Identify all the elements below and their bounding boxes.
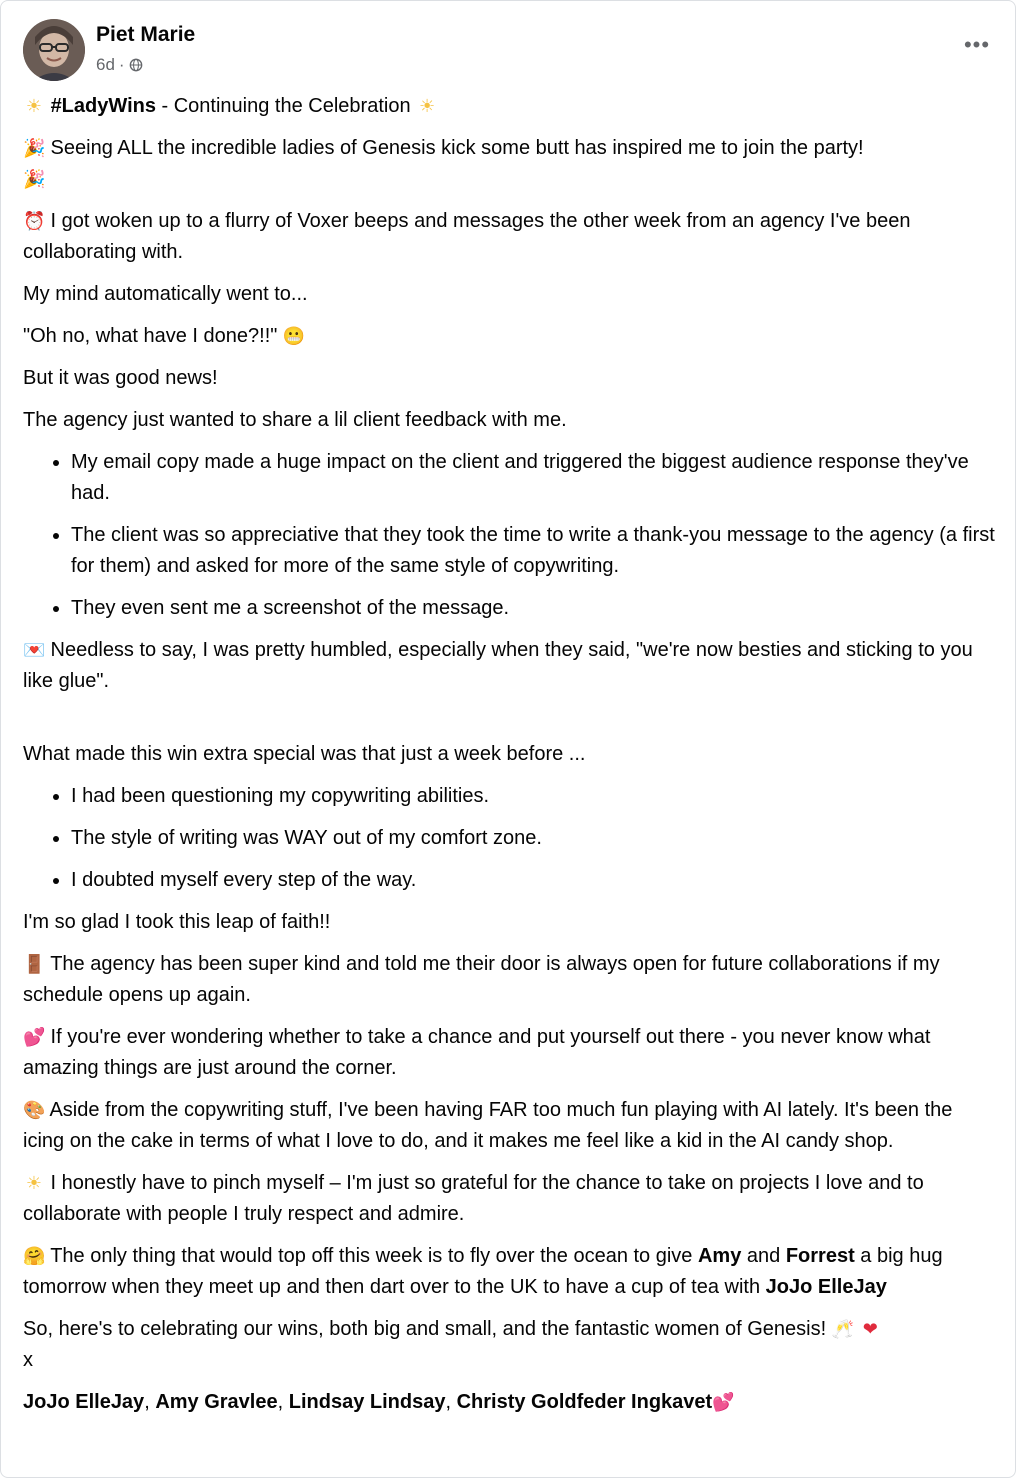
paragraph-text: "Oh no, what have I done?!!" xyxy=(23,325,283,347)
paragraph: What made this win extra special was that just a week before ... xyxy=(23,743,586,765)
paragraph: I'm so glad I took this leap of faith!! xyxy=(23,911,331,933)
paragraph xyxy=(23,1314,995,1376)
grimace-face-icon: 😬 xyxy=(282,326,306,346)
paragraph xyxy=(23,949,995,1011)
mention-forrest[interactable]: Forrest xyxy=(785,1245,855,1267)
post-meta xyxy=(96,55,143,75)
tag-separator: , xyxy=(277,1391,289,1413)
tagged-people xyxy=(23,1387,995,1418)
tag-amy-gravlee[interactable]: Amy Gravlee xyxy=(155,1391,278,1413)
sun-icon: ☀ xyxy=(25,1173,43,1193)
globe-icon[interactable] xyxy=(129,58,143,72)
party-popper-icon: 🎉 xyxy=(23,138,46,158)
sun-icon: ☀ xyxy=(25,96,43,116)
post-time[interactable]: 6d xyxy=(96,55,115,74)
paragraph: The agency just wanted to share a lil client feedback with me. xyxy=(23,409,567,431)
cheers-glasses-icon: 🥂 xyxy=(831,1319,855,1339)
paragraph-text: I got woken up to a flurry of Voxer beeps and messages the other week from an agency I've been collaborating with. xyxy=(23,210,911,263)
list-item: • I doubted myself every step of the way. xyxy=(71,865,995,896)
paragraph-text: Needless to say, I was pretty humbled, especially when they said, "we're now besties and sticking to you like glue". xyxy=(23,639,973,692)
list-item: • The style of writing was WAY out of my comfort zone. xyxy=(71,823,995,854)
paragraph-text: Aside from the copywriting stuff, I've been having FAR too much fun playing with AI lately. It's been the icing on the cake in terms of what I love to do, and it makes me feel like a kid in the AI candy shop. xyxy=(23,1099,953,1152)
palette-icon: 🎨 xyxy=(23,1100,46,1120)
mention-jojo[interactable]: JoJo ElleJay xyxy=(765,1276,887,1298)
title-text: - Continuing the Celebration xyxy=(155,95,417,117)
list-item: • The client was so appreciative that they took the time to write a thank-you message to the agency (a first for them) and asked for more of the same style of copywriting. xyxy=(71,520,995,582)
author-name[interactable]: Piet Marie xyxy=(96,23,196,46)
door-icon: 🚪 xyxy=(23,954,46,974)
paragraph xyxy=(23,1022,995,1084)
paragraph-text: The agency has been super kind and told me their door is always open for future collaborations if my schedule opens up again. xyxy=(23,953,940,1006)
tag-jojo-ellejay[interactable]: JoJo ElleJay xyxy=(23,1391,145,1413)
post-title-line xyxy=(23,91,995,122)
paragraph xyxy=(23,321,995,352)
bullet-list xyxy=(23,447,995,624)
bullet-list xyxy=(23,781,995,896)
love-letter-icon: 💌 xyxy=(23,640,46,660)
hugging-face-icon: 🤗 xyxy=(23,1246,46,1266)
avatar-image xyxy=(23,19,85,81)
paragraph xyxy=(23,635,995,697)
list-item: • I had been questioning my copywriting abilities. xyxy=(71,781,995,812)
blank-line xyxy=(23,708,995,739)
avatar[interactable] xyxy=(23,19,85,81)
paragraph-text: I honestly have to pinch myself – I'm just so grateful for the chance to take on projects I love and to collaborate with people I truly respect and admire. xyxy=(23,1172,924,1225)
post-header xyxy=(23,19,993,83)
mention-amy[interactable]: Amy xyxy=(697,1245,742,1267)
paragraph-text: and xyxy=(741,1245,786,1267)
paragraph xyxy=(23,1241,995,1303)
tag-lindsay-lindsay[interactable]: Lindsay Lindsay xyxy=(288,1391,446,1413)
paragraph-text: So, here's to celebrating our wins, both big and small, and the fantastic women of Genesis! xyxy=(23,1318,832,1340)
alarm-clock-icon: ⏰ xyxy=(23,211,46,231)
paragraph: My mind automatically went to... xyxy=(23,283,308,305)
paragraph xyxy=(23,133,995,195)
list-item: • My email copy made a huge impact on the client and triggered the biggest audience response they've had. xyxy=(71,447,995,509)
two-hearts-icon: 💕 xyxy=(23,1027,46,1047)
sign-off: x xyxy=(23,1349,33,1371)
list-item: • They even sent me a screenshot of the message. xyxy=(71,593,995,624)
paragraph-text: The only thing that would top off this week is to fly over the ocean to give xyxy=(45,1245,698,1267)
paragraph-text: Seeing ALL the incredible ladies of Genesis kick some butt has inspired me to join the party! xyxy=(45,137,864,159)
paragraph-text: a big hug tomorrow when they meet up and then dart over to the UK to have a cup of tea with xyxy=(23,1245,943,1298)
tag-separator: , xyxy=(445,1391,457,1413)
mending-heart-icon: ❤ xyxy=(862,1319,878,1339)
tag-christy-goldfeder-ingkavet[interactable]: Christy Goldfeder Ingkavet xyxy=(456,1391,713,1413)
two-hearts-icon: 💕 xyxy=(712,1392,735,1412)
paragraph xyxy=(23,1168,995,1230)
paragraph: But it was good news! xyxy=(23,367,218,389)
paragraph xyxy=(23,1095,995,1157)
sun-icon: ☀ xyxy=(419,96,436,116)
meta-separator: · xyxy=(118,55,125,74)
paragraph xyxy=(23,206,995,268)
paragraph-text: If you're ever wondering whether to take a chance and put yourself out there - you never know what amazing things are just around the corner. xyxy=(23,1026,931,1079)
party-popper-icon: 🎉 xyxy=(23,169,46,189)
tag-separator: , xyxy=(144,1391,156,1413)
hashtag-link[interactable]: #LadyWins xyxy=(50,95,156,117)
more-options-icon[interactable]: ••• xyxy=(963,32,991,57)
post-body xyxy=(23,91,995,1429)
